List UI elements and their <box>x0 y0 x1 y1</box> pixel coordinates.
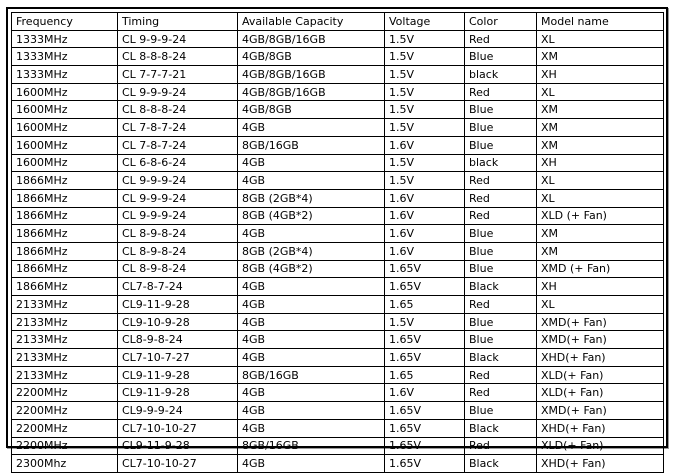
model-name-cell: XM <box>537 136 664 154</box>
frequency-cell: 2133MHz <box>12 296 118 314</box>
header-color: Color <box>465 13 537 31</box>
color-cell: Blue <box>465 48 537 66</box>
timing-cell: CL 7-8-7-24 <box>118 119 238 137</box>
table-row <box>12 189 664 207</box>
model-name-cell: XM <box>537 101 664 119</box>
table-row <box>12 455 664 473</box>
capacity-cell: 4GB <box>238 278 385 296</box>
timing-cell: CL 8-9-8-24 <box>118 225 238 243</box>
capacity-cell: 4GB <box>238 225 385 243</box>
model-name-cell: XM <box>537 242 664 260</box>
timing-cell: CL 9-9-9-24 <box>118 207 238 225</box>
color-cell: Black <box>465 349 537 367</box>
header-voltage: Voltage <box>385 13 465 31</box>
model-name-cell: XH <box>537 66 664 84</box>
frequency-cell: 2200MHz <box>12 419 118 437</box>
timing-cell: CL7-10-7-27 <box>118 349 238 367</box>
color-cell: Blue <box>465 101 537 119</box>
timing-cell: CL7-10-10-27 <box>118 419 238 437</box>
voltage-cell: 1.65V <box>385 278 465 296</box>
table-row <box>12 242 664 260</box>
table-row <box>12 66 664 84</box>
frequency-cell: 1866MHz <box>12 242 118 260</box>
timing-cell: CL 8-9-8-24 <box>118 242 238 260</box>
voltage-cell: 1.65V <box>385 402 465 420</box>
frequency-cell: 1866MHz <box>12 172 118 190</box>
capacity-cell: 4GB <box>238 419 385 437</box>
model-name-cell: XM <box>537 225 664 243</box>
voltage-cell: 1.65V <box>385 437 465 455</box>
model-name-cell: XH <box>537 278 664 296</box>
frequency-cell: 1600MHz <box>12 101 118 119</box>
capacity-cell: 4GB/8GB <box>238 101 385 119</box>
frequency-cell: 1333MHz <box>12 66 118 84</box>
color-cell: Blue <box>465 260 537 278</box>
table-body <box>12 30 664 472</box>
capacity-cell: 4GB/8GB <box>238 48 385 66</box>
color-cell: Red <box>465 384 537 402</box>
capacity-cell: 8GB (2GB*4) <box>238 189 385 207</box>
color-cell: Red <box>465 207 537 225</box>
model-name-cell: XL <box>537 172 664 190</box>
frequency-cell: 1600MHz <box>12 83 118 101</box>
model-name-cell: XM <box>537 48 664 66</box>
model-name-cell: XMD(+ Fan) <box>537 313 664 331</box>
table-row <box>12 119 664 137</box>
table-row <box>12 101 664 119</box>
timing-cell: CL 9-9-9-24 <box>118 172 238 190</box>
voltage-cell: 1.65V <box>385 419 465 437</box>
color-cell: Blue <box>465 331 537 349</box>
timing-cell: CL7-8-7-24 <box>118 278 238 296</box>
table-row <box>12 83 664 101</box>
table-header-row <box>12 13 664 31</box>
capacity-cell: 4GB <box>238 296 385 314</box>
timing-cell: CL 8-8-8-24 <box>118 101 238 119</box>
model-name-cell: XL <box>537 83 664 101</box>
frequency-cell: 1866MHz <box>12 207 118 225</box>
voltage-cell: 1.5V <box>385 172 465 190</box>
color-cell: black <box>465 154 537 172</box>
table-row <box>12 225 664 243</box>
frequency-cell: 2200MHz <box>12 402 118 420</box>
voltage-cell: 1.65V <box>385 331 465 349</box>
voltage-cell: 1.5V <box>385 313 465 331</box>
table-row <box>12 384 664 402</box>
color-cell: Blue <box>465 402 537 420</box>
capacity-cell: 4GB <box>238 349 385 367</box>
capacity-cell: 8GB (4GB*2) <box>238 207 385 225</box>
voltage-cell: 1.5V <box>385 154 465 172</box>
frequency-cell: 2133MHz <box>12 331 118 349</box>
model-name-cell: XLD(+ Fan) <box>537 366 664 384</box>
frequency-cell: 2200MHz <box>12 384 118 402</box>
color-cell: Red <box>465 437 537 455</box>
capacity-cell: 8GB/16GB <box>238 366 385 384</box>
timing-cell: CL9-11-9-28 <box>118 384 238 402</box>
table-row <box>12 30 664 48</box>
color-cell: Blue <box>465 119 537 137</box>
frequency-cell: 1333MHz <box>12 30 118 48</box>
color-cell: Black <box>465 278 537 296</box>
color-cell: Red <box>465 172 537 190</box>
timing-cell: CL 8-8-8-24 <box>118 48 238 66</box>
capacity-cell: 8GB/16GB <box>238 136 385 154</box>
capacity-cell: 8GB (2GB*4) <box>238 242 385 260</box>
timing-cell: CL 9-9-9-24 <box>118 189 238 207</box>
model-name-cell: XL <box>537 296 664 314</box>
frequency-cell: 2133MHz <box>12 366 118 384</box>
table-row <box>12 207 664 225</box>
capacity-cell: 4GB/8GB/16GB <box>238 66 385 84</box>
frequency-cell: 2133MHz <box>12 349 118 367</box>
frequency-cell: 1600MHz <box>12 119 118 137</box>
timing-cell: CL9-11-9-28 <box>118 296 238 314</box>
frequency-cell: 1866MHz <box>12 278 118 296</box>
color-cell: Red <box>465 296 537 314</box>
header-timing: Timing <box>118 13 238 31</box>
table-row <box>12 136 664 154</box>
timing-cell: CL9-10-9-28 <box>118 313 238 331</box>
table-row <box>12 278 664 296</box>
timing-cell: CL 7-7-7-21 <box>118 66 238 84</box>
model-name-cell: XHD(+ Fan) <box>537 419 664 437</box>
capacity-cell: 4GB <box>238 119 385 137</box>
header-model-name: Model name <box>537 13 664 31</box>
capacity-cell: 4GB <box>238 402 385 420</box>
frequency-cell: 1333MHz <box>12 48 118 66</box>
color-cell: Black <box>465 455 537 473</box>
capacity-cell: 4GB <box>238 455 385 473</box>
model-name-cell: XLD (+ Fan) <box>537 207 664 225</box>
frequency-cell: 1866MHz <box>12 260 118 278</box>
voltage-cell: 1.65 <box>385 296 465 314</box>
capacity-cell: 4GB <box>238 384 385 402</box>
voltage-cell: 1.6V <box>385 207 465 225</box>
table-row <box>12 172 664 190</box>
memory-spec-table <box>11 12 664 473</box>
table-row <box>12 437 664 455</box>
table-row <box>12 48 664 66</box>
voltage-cell: 1.6V <box>385 225 465 243</box>
color-cell: Red <box>465 189 537 207</box>
model-name-cell: XH <box>537 154 664 172</box>
capacity-cell: 8GB/16GB <box>238 437 385 455</box>
voltage-cell: 1.65V <box>385 260 465 278</box>
table-row <box>12 402 664 420</box>
voltage-cell: 1.5V <box>385 101 465 119</box>
timing-cell: CL 6-8-6-24 <box>118 154 238 172</box>
table-row <box>12 331 664 349</box>
model-name-cell: XMD(+ Fan) <box>537 402 664 420</box>
timing-cell: CL 7-8-7-24 <box>118 136 238 154</box>
model-name-cell: XMD (+ Fan) <box>537 260 664 278</box>
color-cell: Blue <box>465 242 537 260</box>
voltage-cell: 1.5V <box>385 30 465 48</box>
table-row <box>12 296 664 314</box>
timing-cell: CL9-11-9-28 <box>118 437 238 455</box>
table-row <box>12 154 664 172</box>
timing-cell: CL9-11-9-28 <box>118 366 238 384</box>
model-name-cell: XLD(+ Fan) <box>537 384 664 402</box>
capacity-cell: 4GB <box>238 313 385 331</box>
frequency-cell: 1600MHz <box>12 154 118 172</box>
voltage-cell: 1.6V <box>385 189 465 207</box>
capacity-cell: 4GB <box>238 172 385 190</box>
header-frequency: Frequency <box>12 13 118 31</box>
header-available-capacity: Available Capacity <box>238 13 385 31</box>
frequency-cell: 2133MHz <box>12 313 118 331</box>
model-name-cell: XM <box>537 119 664 137</box>
table-row <box>12 260 664 278</box>
timing-cell: CL 8-9-8-24 <box>118 260 238 278</box>
voltage-cell: 1.5V <box>385 83 465 101</box>
color-cell: Blue <box>465 313 537 331</box>
timing-cell: CL 9-9-9-24 <box>118 30 238 48</box>
frequency-cell: 2300Mhz <box>12 455 118 473</box>
timing-cell: CL8-9-8-24 <box>118 331 238 349</box>
timing-cell: CL 9-9-9-24 <box>118 83 238 101</box>
table-row <box>12 313 664 331</box>
model-name-cell: XL <box>537 30 664 48</box>
model-name-cell: XL <box>537 189 664 207</box>
color-cell: Red <box>465 366 537 384</box>
model-name-cell: XHD(+ Fan) <box>537 349 664 367</box>
capacity-cell: 4GB/8GB/16GB <box>238 30 385 48</box>
frequency-cell: 1600MHz <box>12 136 118 154</box>
model-name-cell: XMD(+ Fan) <box>537 331 664 349</box>
voltage-cell: 1.65 <box>385 366 465 384</box>
timing-cell: CL7-10-10-27 <box>118 455 238 473</box>
color-cell: black <box>465 66 537 84</box>
spec-table-frame <box>6 7 668 471</box>
table-row <box>12 349 664 367</box>
color-cell: Black <box>465 419 537 437</box>
voltage-cell: 1.6V <box>385 242 465 260</box>
frequency-cell: 1866MHz <box>12 189 118 207</box>
color-cell: Blue <box>465 225 537 243</box>
model-name-cell: XHD(+ Fan) <box>537 455 664 473</box>
voltage-cell: 1.65V <box>385 455 465 473</box>
color-cell: Red <box>465 30 537 48</box>
voltage-cell: 1.5V <box>385 119 465 137</box>
table-row <box>12 366 664 384</box>
color-cell: Blue <box>465 136 537 154</box>
capacity-cell: 4GB <box>238 331 385 349</box>
voltage-cell: 1.5V <box>385 48 465 66</box>
frequency-cell: 2200MHz <box>12 437 118 455</box>
capacity-cell: 4GB <box>238 154 385 172</box>
voltage-cell: 1.65V <box>385 349 465 367</box>
voltage-cell: 1.5V <box>385 66 465 84</box>
color-cell: Red <box>465 83 537 101</box>
capacity-cell: 8GB (4GB*2) <box>238 260 385 278</box>
model-name-cell: XLD(+ Fan) <box>537 437 664 455</box>
voltage-cell: 1.6V <box>385 136 465 154</box>
table-row <box>12 419 664 437</box>
frequency-cell: 1866MHz <box>12 225 118 243</box>
voltage-cell: 1.6V <box>385 384 465 402</box>
capacity-cell: 4GB/8GB/16GB <box>238 83 385 101</box>
timing-cell: CL9-9-9-24 <box>118 402 238 420</box>
